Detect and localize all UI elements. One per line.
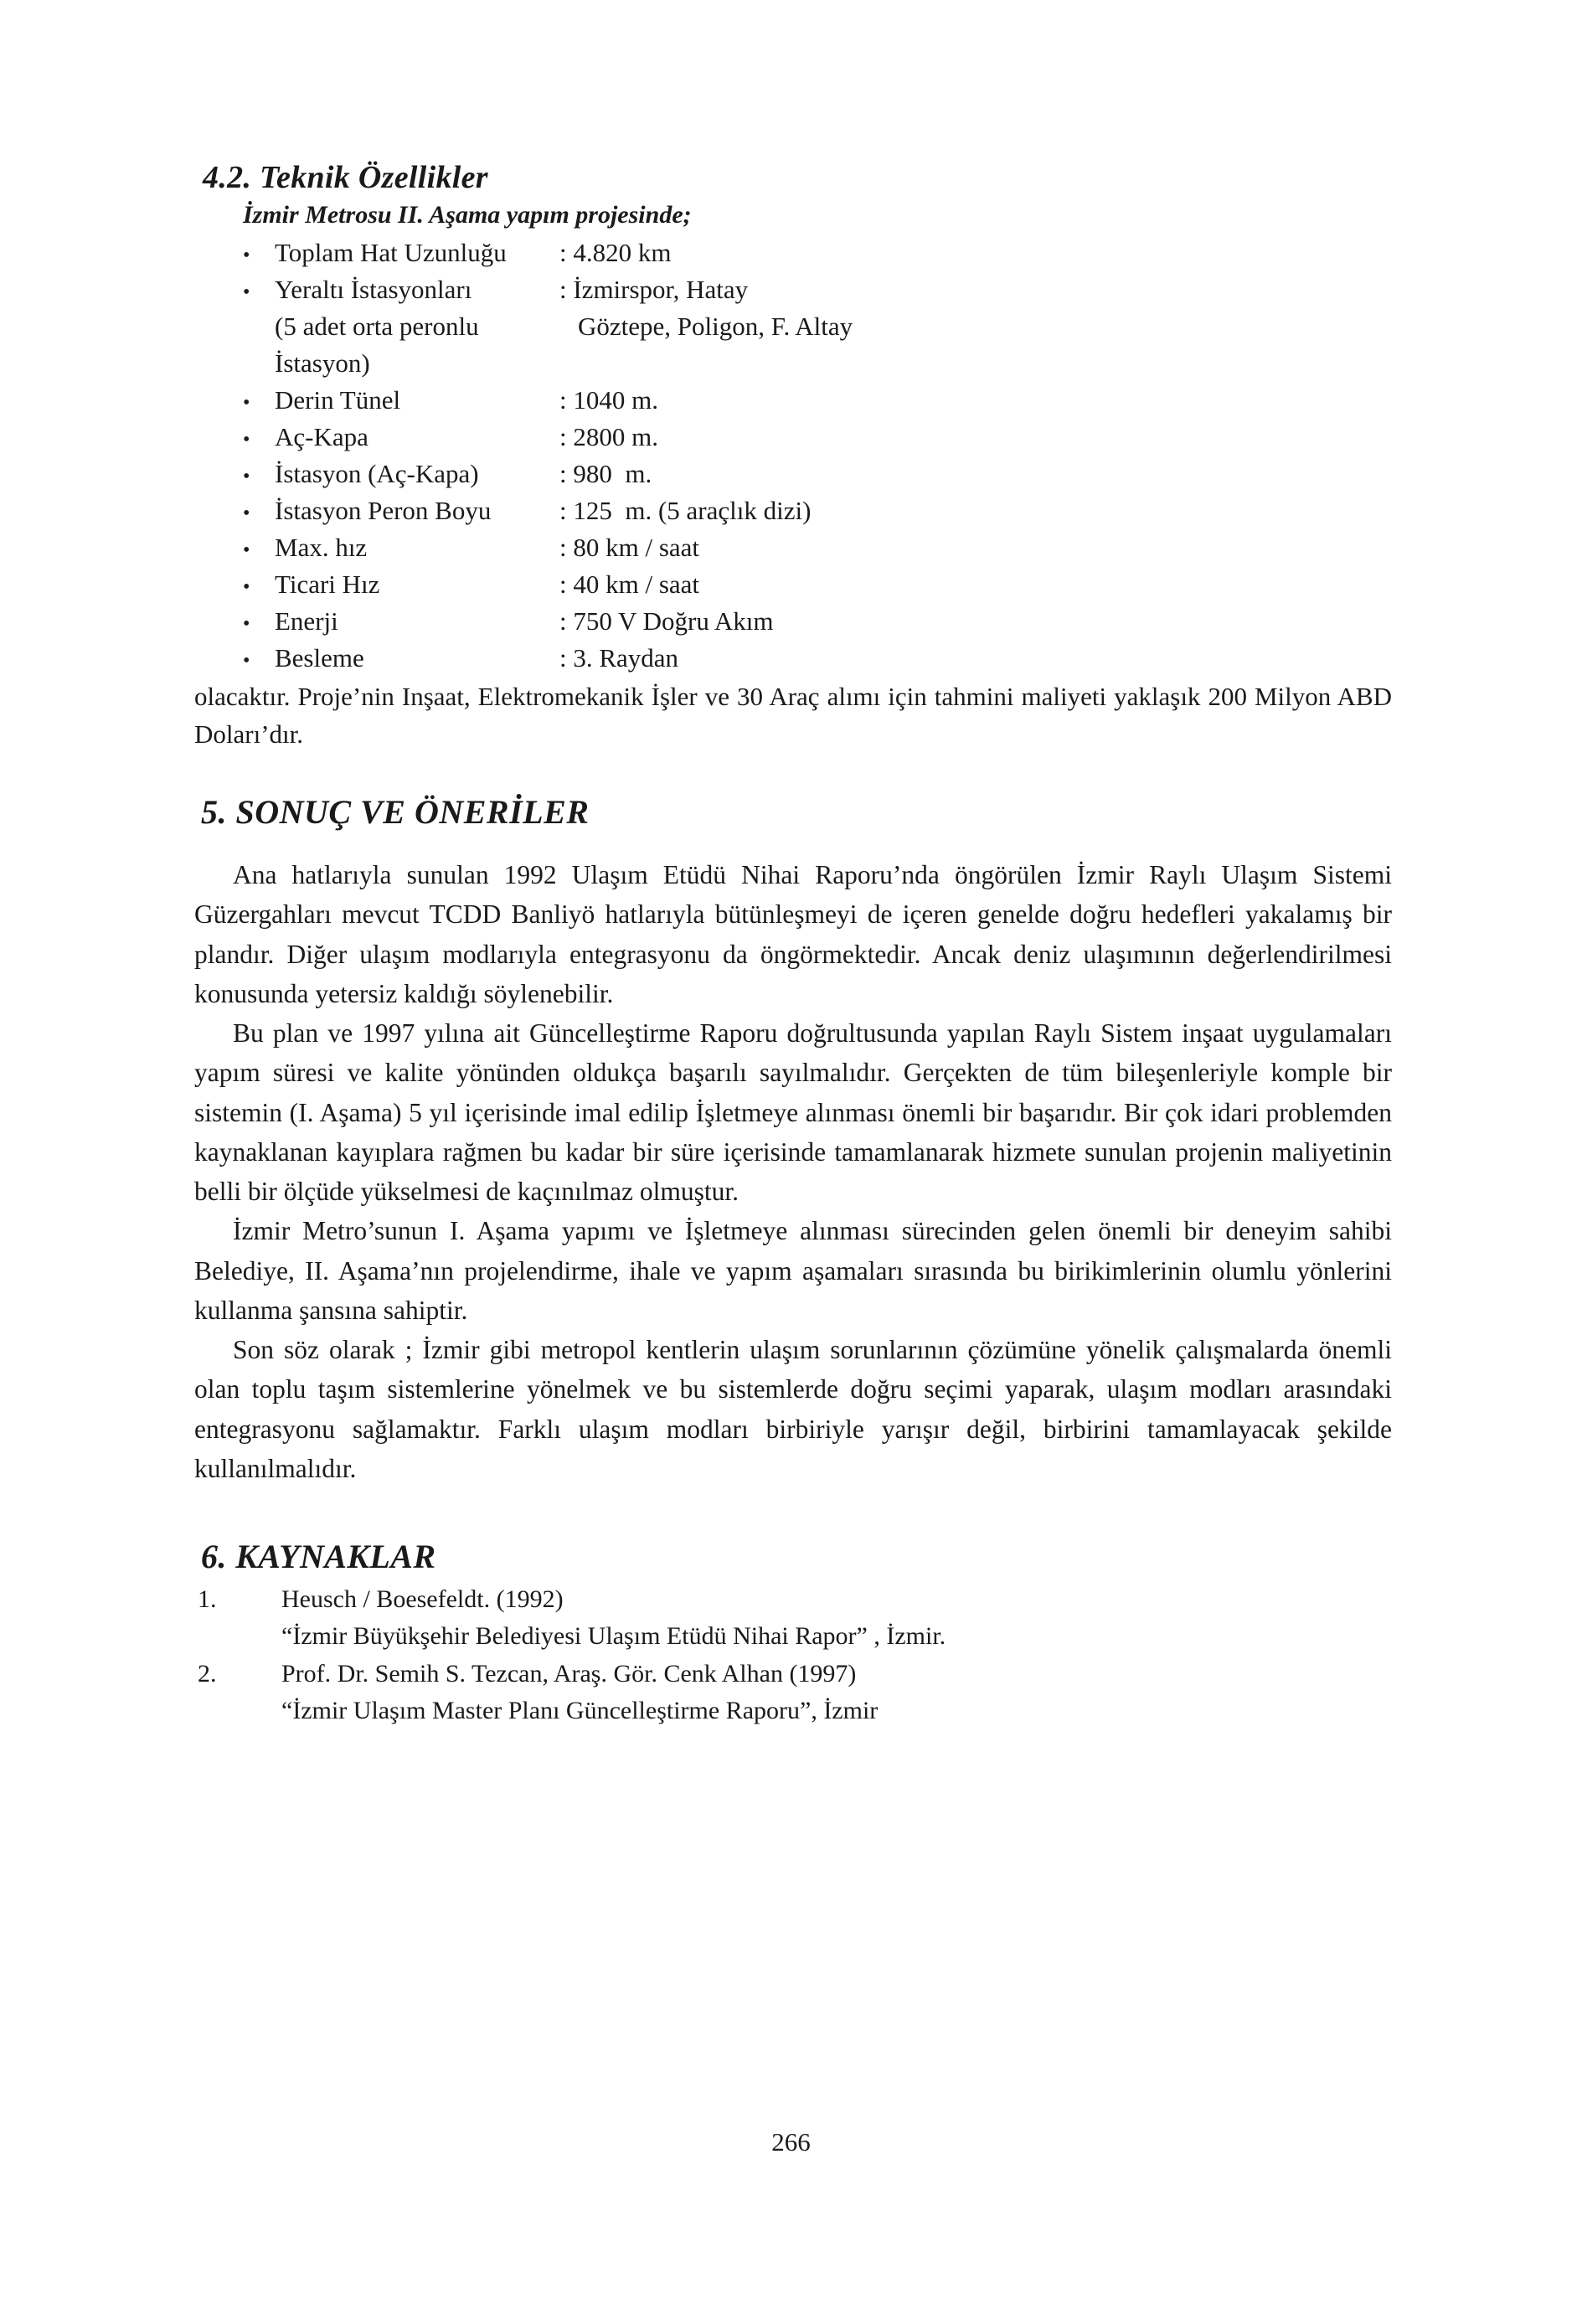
list-item xyxy=(194,640,1392,677)
bullet-icon: • xyxy=(243,429,250,451)
list-item xyxy=(194,603,1392,640)
bullet-icon: • xyxy=(243,539,250,562)
bullet-icon: • xyxy=(243,613,250,636)
bullet-icon: • xyxy=(243,466,250,488)
reference-text: Heusch / Boesefeldt. (1992) xyxy=(281,1585,564,1614)
spec-label: Derin Tünel xyxy=(275,385,401,415)
spec-label: İstasyon (Aç-Kapa) xyxy=(275,459,479,489)
spec-value: : İzmirspor, Hatay xyxy=(559,275,749,305)
closing-paragraph-4-2: olacaktır. Proje’nin Inşaat, Elektromekanik İşler ve 30 Araç alımı için tahmini maliyeti yaklaşık 200 Milyon ABD Doları’dır. xyxy=(194,682,1392,750)
paragraph: Bu plan ve 1997 yılına ait Güncelleştirme Raporu doğrultusunda yapılan Raylı Sistem inşaat uygulamaları yapım süresi ve kalite yönünden oldukça başarılı sayılmalıdır. Gerçekten de tüm bileşenleriyle komple bir sistemin (I. Aşama) 5 yıl içerisinde imal edilip İşletmeye alınması önemli bir başarıdır. Bir çok idari problemden kaynaklanan kayıplara rağmen bu kadar bir süre içerisinde tamamlanarak hizmete sunulan projenin maliyetinin belli bir ölçüde yükselmesi de kaçınılmaz olmuştur. xyxy=(194,1018,1392,1207)
spec-label: Max. hız xyxy=(275,533,368,563)
section-heading-4-2: 4.2. Teknik Özellikler xyxy=(203,160,488,195)
bullet-icon: • xyxy=(243,245,250,266)
bullet-icon: • xyxy=(243,576,250,599)
paragraph: İzmir Metro’sunun I. Aşama yapımı ve İşletmeye alınması sürecinden gelen önemli bir deneyim sahibi Belediye, II. Aşama’nın projelendirme, ihale ve yapım aşamaları sırasında bu birikimlerinin olumlu yönlerini kullanma şansına sahiptir. xyxy=(194,1216,1392,1325)
section-subheading-4-2: İzmir Metrosu II. Aşama yapım projesinde; xyxy=(243,201,692,229)
reference-number: 1. xyxy=(198,1585,217,1614)
spec-value: : 125 m. (5 araçlık dizi) xyxy=(559,496,812,526)
spec-label: İstasyon Peron Boyu xyxy=(275,496,492,526)
spec-value: Göztepe, Poligon, F. Altay xyxy=(578,312,853,342)
reference-subtext: “İzmir Ulaşım Master Planı Güncelleştirme Raporu”, İzmir xyxy=(281,1696,879,1724)
section-heading-5: 5. SONUÇ VE ÖNERİLER xyxy=(201,793,590,832)
paragraph: Son söz olarak ; İzmir gibi metropol kentlerin ulaşım sorunlarının çözümüne yönelik çalışmalarda önemli olan toplu taşım sistemlerine yönelmek ve bu sistemlerde doğru seçimi yaparak, ulaşım modları arasındaki entegrasyonu sağlamaktır. Farklı ulaşım modları birbiriyle yarışır değil, birbirini tamamlayacak şekilde kullanılmalıdır. xyxy=(194,1335,1392,1483)
spec-label: Enerji xyxy=(275,606,338,636)
list-item xyxy=(194,271,1392,308)
spec-label: Ticari Hız xyxy=(275,569,380,600)
reference-item xyxy=(194,1656,1392,1693)
list-item xyxy=(194,382,1392,419)
spec-label: Yeraltı İstasyonları xyxy=(275,275,472,305)
list-item xyxy=(194,566,1392,603)
reference-text: Prof. Dr. Semih S. Tezcan, Araş. Gör. Cenk Alhan (1997) xyxy=(281,1660,857,1688)
bullet-icon: • xyxy=(243,392,250,415)
reference-number: 2. xyxy=(198,1660,217,1688)
spec-value: : 980 m. xyxy=(559,459,652,489)
list-item xyxy=(194,529,1392,566)
reference-item xyxy=(194,1581,1392,1618)
page-content xyxy=(194,159,1392,1729)
bullet-icon: • xyxy=(243,502,250,525)
list-item xyxy=(194,308,1392,382)
list-item xyxy=(194,456,1392,492)
paragraph: Ana hatlarıyla sunulan 1992 Ulaşım Etüdü Nihai Raporu’nda öngörülen İzmir Raylı Ulaşım Sistemi Güzergahları mevcut TCDD Banliyö hatlarıyla bütünleşmeyi de içeren genelde doğru hedefleri yakalamış bir plandır. Diğer ulaşım modlarıyla entegrasyonu da öngörmektedir. Ancak deniz ulaşımının değerlendirilmesi konusunda yetersiz kaldığı söylenebilir. xyxy=(194,860,1392,1008)
bullet-icon: • xyxy=(243,650,250,672)
spec-value: : 80 km / saat xyxy=(559,533,700,563)
spec-value: : 1040 m. xyxy=(559,385,658,415)
spec-value: : 40 km / saat xyxy=(559,569,700,600)
list-item xyxy=(194,419,1392,456)
spec-label: Toplam Hat Uzunluğu xyxy=(275,238,507,267)
spec-value: : 2800 m. xyxy=(559,422,658,452)
page-number: 266 xyxy=(771,2127,811,2157)
spec-value: : 750 V Doğru Akım xyxy=(559,606,774,636)
spec-value: : 3. Raydan xyxy=(559,643,679,673)
bullet-icon: • xyxy=(243,281,250,304)
spec-label: Besleme xyxy=(275,643,364,673)
spec-value: : 4.820 km xyxy=(559,238,672,267)
section-heading-6: 6. KAYNAKLAR xyxy=(201,1538,436,1576)
spec-label: Aç-Kapa xyxy=(275,422,368,452)
technical-spec-list xyxy=(194,234,1392,677)
spec-label: (5 adet orta peronlu İstasyon) xyxy=(275,312,479,379)
list-item xyxy=(194,492,1392,529)
reference-subtext: “İzmir Büyükşehir Belediyesi Ulaşım Etüdü Nihai Rapor” , İzmir. xyxy=(281,1621,946,1650)
list-item xyxy=(194,234,1392,271)
